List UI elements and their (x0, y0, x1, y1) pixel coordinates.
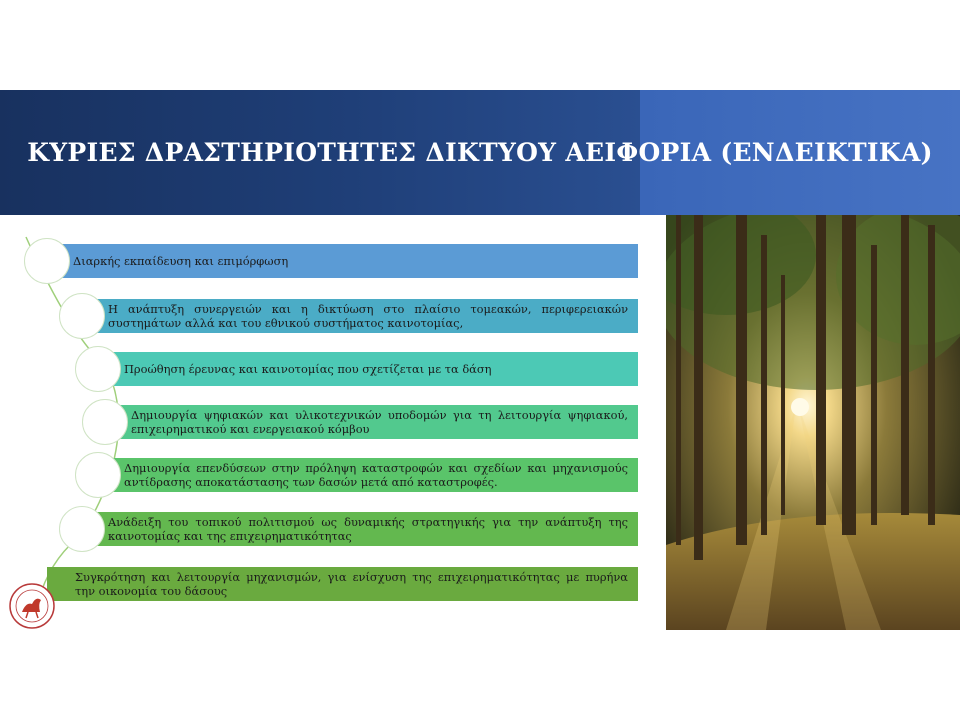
list-item: Διαρκής εκπαίδευση και επιμόρφωση (47, 244, 638, 278)
bullet-circle (59, 293, 105, 339)
forest-photo (666, 215, 960, 630)
bullet-circle (59, 506, 105, 552)
list-item: Συγκρότηση και λειτουργία μηχανισμών, για ενίσχυση της επιχειρηματικότητας με πυρήνα την οικονομία του δάσους (47, 567, 638, 601)
university-seal-logo (8, 582, 56, 630)
bullet-circle (24, 238, 70, 284)
activities-list (0, 215, 660, 635)
slide-title: ΚΥΡΙΕΣ ΔΡΑΣΤΗΡΙΟΤΗΤΕΣ ΔΙΚΤΥΟΥ ΑΕΙΦΟΡΙΑ (ΕΝΔΕΙΚΤΙΚΑ) (27, 138, 933, 167)
list-item: Δημιουργία επενδύσεων στην πρόληψη καταστροφών και σχεδίων και μηχανισμούς αντίδρασης αποκατάστασης των δασών μετά από καταστροφές. (98, 458, 638, 492)
list-item: Δημιουργία ψηφιακών και υλικοτεχνικών υποδομών για τη λειτουργία ψηφιακού, επιχειρηματικού και ενεργειακού κόμβου (105, 405, 638, 439)
bullet-circle (75, 452, 121, 498)
list-item: Προώθηση έρευνας και καινοτομίας που σχετίζεται με τα δάση (98, 352, 638, 386)
list-item: Ανάδειξη του τοπικού πολιτισμού ως δυναμικής στρατηγικής για την ανάπτυξη της καινοτομίας και της επιχειρηματικότητας (82, 512, 638, 546)
bullet-circle (75, 346, 121, 392)
bullet-circle (82, 399, 128, 445)
list-item: Η ανάπτυξη συνεργειών και η δικτύωση στο πλαίσιο τομεακών, περιφερειακών συστημάτων αλλά και του εθνικού συστήματος καινοτομίας, (82, 299, 638, 333)
